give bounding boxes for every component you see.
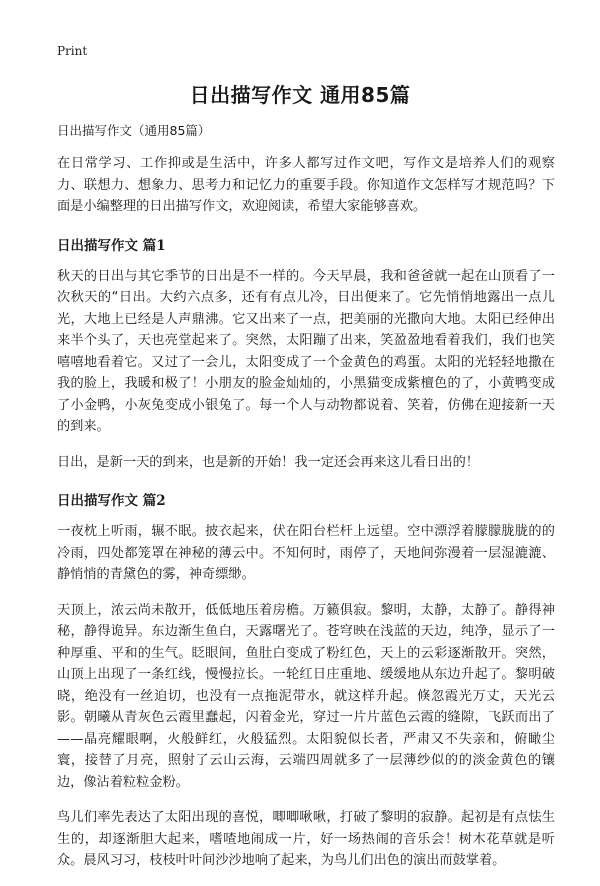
print-link[interactable]: Print <box>57 44 88 58</box>
article-body <box>57 121 555 886</box>
section-2-paragraph-2: 天顶上，浓云尚未散开，低低地压着房檐。万籁俱寂。黎明，太静，太静了。静得神秘，静得诡异。东边渐生鱼白，天露曙光了。苍穹映在浅蓝的天边，纯净，显示了一种厚重、平和的生气。眨眼间，鱼肚白变成了粉红色，天上的云彩逐渐散开。突然，山顶上出现了一条红线，慢慢拉长。一轮红日庄重地、缓缓地从东边升起了。黎明破晓，绝没有一丝迫切，也没有一点拖泥带水，就这样升起。倏忽霞光万丈，天光云影。朝曦从青灰色云霞里蠢起，闪着金光，穿过一片片蓝色云霞的缝隙，飞跃而出了——晶亮耀眼啊，火般鲜红，火般猛烈。太阳貌似长者，严肃又不失亲和，俯瞰尘寰，接替了月亮，照射了云山云海，云端四周就多了一层薄纱似的的淡金黄色的镶边，像沾着粒粒金粉。 <box>57 602 555 790</box>
page-title: 日出描写作文 通用85篇 <box>189 83 411 107</box>
section-heading-2: 日出描写作文 篇2 <box>57 493 166 509</box>
section-heading-1: 日出描写作文 篇1 <box>57 237 166 254</box>
article-subtitle: 日出描写作文（通用85篇） <box>57 123 211 138</box>
section-2-paragraph-3: 鸟儿们率先表达了太阳出现的喜悦，唧唧啾啾，打破了黎明的寂静。起初是有点怯生生的，却逐渐胆大起来，嗜喳地闹成一片，好一场热闹的音乐会！树木花草就是听众。晨风习习，枝枝叶叶间沙沙地响了起来，为鸟儿们出色的演出而鼓掌着。 <box>57 810 555 868</box>
section-1-paragraph-2: 日出，是新一天的到来，也是新的开始！我一定还会再来这儿看日出的！ <box>57 454 479 470</box>
section-1-paragraph-1: 秋天的日出与其它季节的日出是不一样的。今天早晨，我和爸爸就一起在山顶看了一次秋天的“日出。大约六点多，还有有点儿冷，日出便来了。它先悄悄地露出一点儿光，大地上已经是人声鼎沸。它又出来了一点，把美丽的光撒向大地。太阳已经伸出来半个头了，天也亮堂起来了。突然，太阳蹦了出来，笑盈盈地看着我们，我们也笑嘻嘻地看着它。又过了一会儿，太阳变成了一个金黄色的鸡蛋。太阳的光轻轻地撒在我的脸上，我暖和极了！小朋友的脸金灿灿的，小黑猫变成紫檀色的了，小黄鸭变成了小金鸭，小灰兔变成小银兔了。每一个人与动物都说着、笑着，仿佛在迎接新一天的到来。 <box>57 268 555 434</box>
intro-paragraph: 在日常学习、工作抑或是生活中，许多人都写过作文吧，写作文是培养人们的观察力、联想力、想象力、思考力和记忆力的重要手段。你知道作文怎样写才规范吗？下面是小编整理的日出描写作文，欢迎阅读，希望大家能够喜欢。 <box>57 156 555 214</box>
section-2-paragraph-1: 一夜枕上听雨，辗不眠。披衣起来，伏在阳台栏杆上远望。空中漂浮着朦朦胧胧的的冷雨，四处都笼罩在神秘的薄云中。不知何时，雨停了，天地间弥漫着一层湿漉漉、静悄悄的青黛色的雾，神奇缥缈。 <box>57 524 555 582</box>
